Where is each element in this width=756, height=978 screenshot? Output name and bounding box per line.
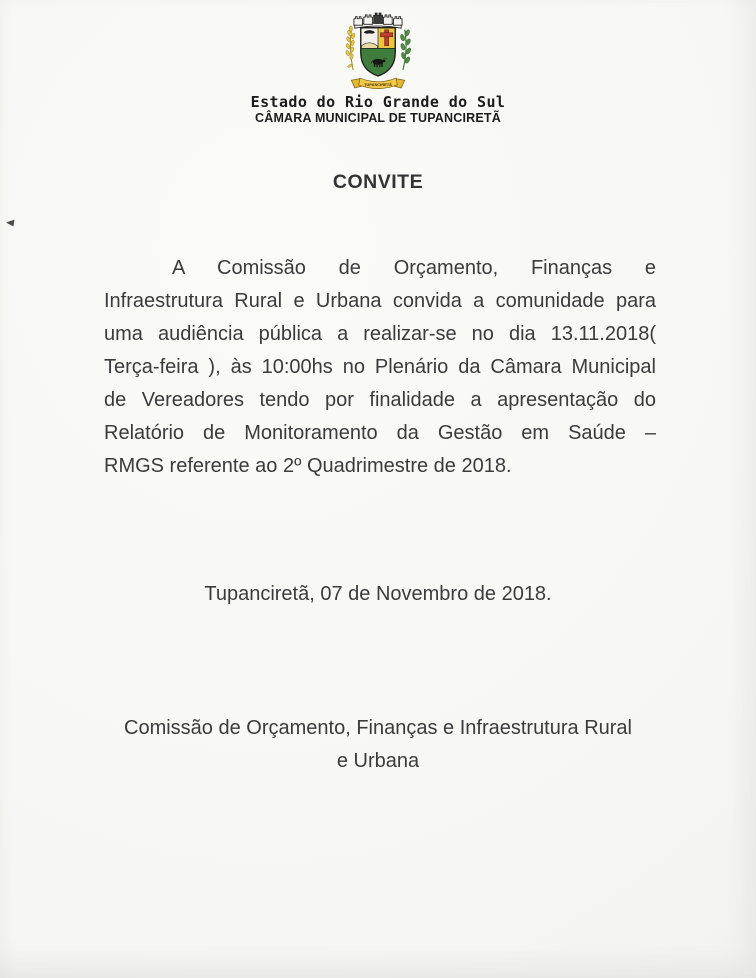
wheat-stalk xyxy=(345,26,355,70)
paragraph-line: A Comissão de Orçamento, Finanças e xyxy=(172,257,656,279)
crown xyxy=(354,13,402,28)
crest-ribbon-text: TUPANCIRETÃ xyxy=(364,82,392,88)
cross-vertical xyxy=(385,30,389,46)
paragraph-line: Terça-feira ), às 10:00hs no Plenário da Câmara Municipal xyxy=(104,356,656,378)
coat-of-arms-icon xyxy=(335,6,421,96)
paragraph-line: de Vereadores tendo por finalidade a apresentação do xyxy=(104,389,656,411)
invitation-paragraph xyxy=(104,252,656,483)
scan-artifact-mark xyxy=(6,218,15,226)
cross-horizontal xyxy=(380,33,392,37)
paragraph-line: Infraestrutura Rural e Urbana convida a comunidade para xyxy=(104,290,656,312)
signature-line-2: e Urbana xyxy=(336,750,420,772)
signature-line-1: Comissão de Orçamento, Finanças e Infraestrutura Rural xyxy=(124,717,632,739)
document-title: CONVITE xyxy=(332,171,424,193)
date-line: Tupanciretã, 07 de Novembro de 2018. xyxy=(204,583,552,605)
paragraph-line: RMGS referente ao 2º Quadrimestre de 2018. xyxy=(104,455,512,477)
chamber-name: CÂMARA MUNICIPAL DE TUPANCIRETÃ xyxy=(254,111,501,125)
state-name: Estado do Rio Grande do Sul xyxy=(250,93,506,111)
leaf-branch xyxy=(400,29,412,70)
paragraph-line: Relatório de Monitoramento da Gestão em Saúde – xyxy=(104,422,656,444)
commission-signature xyxy=(0,712,756,778)
municipal-coat-of-arms xyxy=(335,6,421,96)
shield xyxy=(361,28,395,76)
paragraph-line: uma audiência pública a realizar-se no dia 13.11.2018( xyxy=(104,323,656,345)
